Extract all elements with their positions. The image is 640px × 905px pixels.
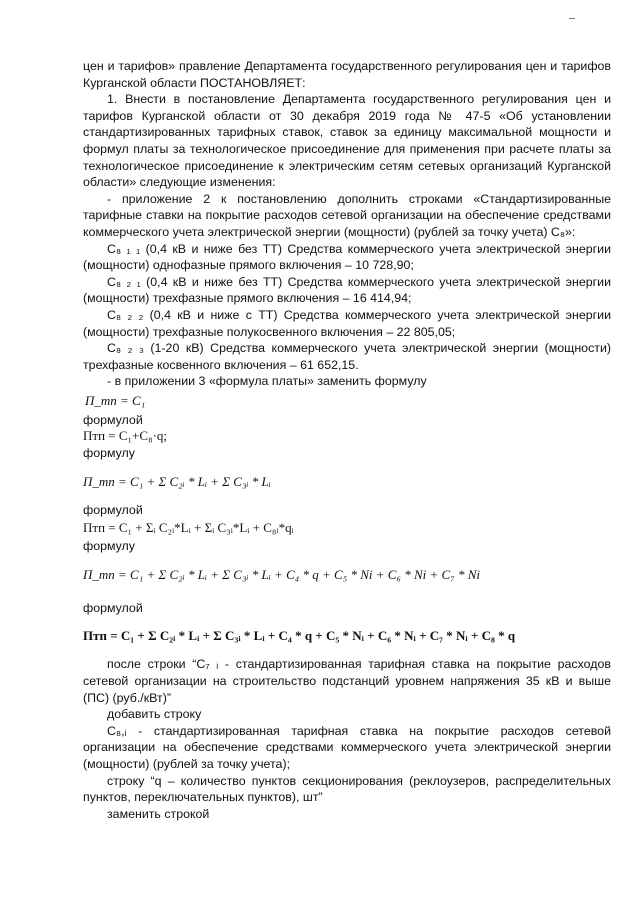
formula-6: Птп = C₁ + Σ C₂ᵢ * Lᵢ + Σ C₃ᵢ * Lᵢ + C₄ * q + C₅ * Nᵢ + C₆ * Nᵢ + C₇ * Nᵢ + C₈ * q <box>83 628 516 644</box>
label-formula-word: формулой <box>83 600 143 615</box>
rate-c822: C₈ ₂ ₂ (0,4 кВ и ниже с ТТ) Средства коммерческого учета электрической энергии (мощности) трехфазные полукосвенного включения – 22 805,05; <box>83 307 611 339</box>
paragraph-intro: цен и тарифов» правление Департамента государственного регулирования цен и тарифов Курганской области ПОСТАНОВЛЯЕТ: <box>83 59 611 90</box>
label-formula-word: формулой <box>83 412 143 427</box>
paragraph-appendix-2: - приложение 2 к постановлению дополнить строками «Стандартизированные тарифные ставки на покрытие расходов сетевой организации на обеспечение средствами коммерческого учета электрической энергии (мощности) (рублей за точку учета) C₈»: <box>83 191 611 239</box>
document-body <box>83 58 611 822</box>
paragraph-q-line: строку “q – количество пунктов секционирования (реклоузеров, распределительных пунктов, переключательных пунктов), шт” <box>83 773 611 805</box>
rate-c811: C₈ ₁ ₁ (0,4 кВ и ниже без ТТ) Средства коммерческого учета электрической энергии (мощности) однофазные прямого включения – 10 728,90; <box>83 241 611 273</box>
rate-c821: C₈ ₂ ₁ (0,4 кВ и ниже без ТТ) Средства коммерческого учета электрической энергии (мощности) трехфазные прямого включения – 16 414,94; <box>83 274 611 306</box>
formula-5: П_тп = C₁ + Σ C₂ᵢ * Lᵢ + Σ C₃ᵢ * Lᵢ + C₄ * q + C₅ * Ni + C₆ * Ni + C₇ * Ni <box>83 566 481 582</box>
formula-3: П_тп = C₁ + Σ C₂ᵢ * Lᵢ + Σ C₃ᵢ * Lᵢ <box>83 473 271 489</box>
formula-2: Птп = C₁+C₈·q; <box>83 428 168 444</box>
paragraph-item-1: 1. Внести в постановление Департамента государственного регулирования цен и тарифов Курганской области от 30 декабря 2019 года № 47-5 «Об установлении стандартизированных тарифных ставок, ставок за единицу максимальной мощности и формул платы за технологическое присоединение для применения при расчете платы за технологическое присоединение к электрическим сетям сетевых организаций Курганской области» следующие изменения: <box>83 92 611 190</box>
paragraph-replace-with: заменить строкой <box>107 806 210 821</box>
paragraph-after-c7: после строки “C₇ ᵢ - стандартизированная тарифная ставка на покрытие расходов сетевой организации на строительство подстанций уровнем напряжения 35 кВ и выше (ПС) (руб./кВт)” <box>83 657 611 705</box>
label-formula-word: формулу <box>83 446 135 461</box>
paragraph-appendix-3: - в приложении 3 «формула платы» заменить формулу <box>107 374 427 389</box>
formula-4: Птп = C₁ + Σᵢ C₂ᵢ*Lᵢ + Σᵢ C₃ᵢ*Lᵢ + C₈ᵢ*qᵢ <box>83 520 294 536</box>
label-formula-word: формулу <box>83 539 135 554</box>
paragraph-c8-definition: C₈,ᵢ - стандартизированная тарифная ставка на покрытие расходов сетевой организации на обеспечение средствами коммерческого учета электрической энергии (мощности) (рублей за точку учета); <box>83 723 611 771</box>
formula-1: П_тп = C₁ <box>85 392 146 408</box>
rate-c823: C₈ ₂ ₃ (1-20 кВ) Средства коммерческого учета электрической энергии (мощности) трехфазные косвенного включения – 61 652,15. <box>83 341 611 372</box>
label-formula-word: формулой <box>83 502 143 517</box>
scan-mark <box>569 18 575 19</box>
paragraph-add-line: добавить строку <box>107 707 202 722</box>
